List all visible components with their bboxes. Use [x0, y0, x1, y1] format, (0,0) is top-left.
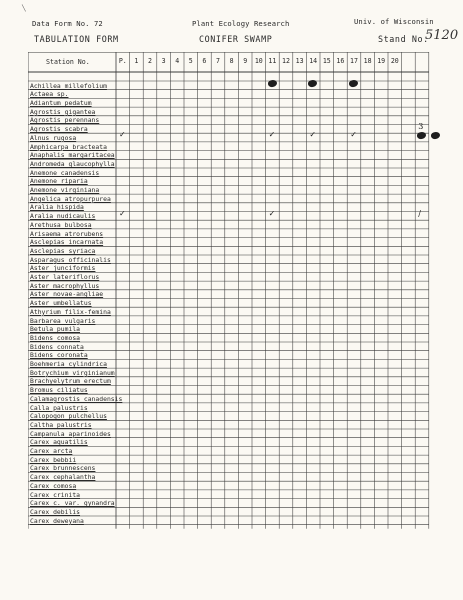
column-header-5: 5: [188, 57, 193, 65]
species-name: Alnus rugosa: [30, 133, 77, 142]
form-number: Data Form No. 72: [32, 19, 103, 28]
column-header-8: 8: [229, 57, 234, 65]
species-name: Carex aquatilis: [30, 438, 88, 447]
column-header-7: 7: [215, 57, 220, 65]
community-title: CONIFER SWAMP: [199, 34, 273, 44]
species-name: Carex crinita: [30, 490, 81, 499]
species-name: Carex bebbii: [30, 455, 77, 464]
species-name: Anaphalis margaritacea: [30, 151, 115, 160]
stand-number: 5120: [425, 28, 459, 43]
station-no-header: Station No.: [46, 58, 90, 66]
corner-tick: ╲: [22, 5, 26, 12]
column-header-3: 3: [161, 57, 166, 65]
species-name: Asclepias incarnata: [30, 238, 104, 247]
species-name: Carex cephalantha: [30, 473, 96, 482]
handwritten-mark: ✓: [268, 130, 276, 140]
species-name: Calamagrostis canadensis: [30, 394, 123, 403]
species-name: Asclepias syriaca: [30, 246, 96, 255]
column-header-9: 9: [243, 57, 248, 65]
handwritten-mark: /: [418, 208, 421, 218]
species-name: Bidens comosa: [30, 333, 81, 342]
species-name: Carex deweyana: [30, 516, 84, 525]
column-header-18: 18: [363, 57, 372, 65]
species-name: Campanula aparinoides: [30, 429, 111, 438]
column-header-12: 12: [282, 57, 290, 65]
species-name: Brachyelytrum erectum: [30, 377, 111, 386]
column-header-20: 20: [390, 57, 399, 65]
species-name: Carex arcta: [30, 447, 73, 455]
species-name: Carex comosa: [30, 481, 77, 490]
species-name: Asparagus officinalis: [30, 255, 111, 264]
species-name: Carex c. var. gynandra: [30, 499, 115, 508]
species-name: Calla palustris: [30, 403, 88, 412]
species-name: Botrychium virginianum: [30, 368, 115, 377]
handwritten-mark: ✓: [309, 130, 317, 140]
stand-label: Stand No.: [378, 34, 429, 44]
column-header-13: 13: [295, 57, 304, 65]
species-name: Aster lateriflorus: [30, 273, 100, 281]
column-header-4: 4: [175, 57, 180, 65]
species-name: Agrostis gigantea: [30, 107, 96, 116]
species-name: Bidens connata: [30, 342, 84, 351]
species-name: Anemone canadensis: [30, 168, 100, 177]
species-name: Anemone virginiana: [30, 186, 100, 194]
species-name: Adiantum pedatum: [30, 99, 92, 107]
species-name: Arisaema atrorubens: [30, 229, 104, 238]
species-name: Calopogon pulchellus: [30, 412, 107, 421]
species-name: Bidens coronata: [30, 351, 88, 360]
column-header-11: 11: [268, 57, 277, 65]
species-name: Actaea sp.: [30, 90, 69, 99]
column-header-17: 17: [350, 57, 358, 65]
handwritten-mark: ✓: [119, 208, 126, 218]
university: Univ. of Wisconsin: [354, 17, 434, 26]
species-name: Anemone riparia: [30, 177, 88, 186]
species-name: Barbarea vulgaris: [30, 316, 96, 325]
handwritten-mark: 3: [418, 121, 424, 131]
species-name: Andromeda glaucophylla: [30, 159, 115, 168]
handwritten-mark: ✓: [119, 130, 126, 140]
species-name: Bromus ciliatus: [30, 386, 88, 395]
species-name: Boehmeria cylindrica: [30, 360, 107, 368]
species-name: Agrostis scabra: [30, 125, 88, 134]
column-header-10: 10: [254, 57, 263, 65]
species-name: Aster macrophyllus: [30, 281, 100, 290]
species-name: Carex brunnescens: [30, 464, 96, 473]
species-name: Aster novae-angliae: [30, 290, 104, 299]
species-name: Betula pumila: [30, 325, 81, 334]
species-name: Agrostis perennans: [30, 116, 100, 125]
species-name: Angelica atropurpurea: [30, 194, 111, 203]
handwritten-mark: ✓: [268, 208, 276, 218]
column-header-p: P.: [118, 57, 127, 65]
species-name: Aster umbellatus: [30, 299, 92, 308]
species-name: Carex debilis: [30, 507, 81, 516]
organization: Plant Ecology Research: [192, 19, 290, 28]
species-name: Athyrium filix-femina: [30, 307, 111, 316]
species-name: Aster junciformis: [30, 264, 96, 273]
column-header-2: 2: [147, 57, 152, 65]
column-header-1: 1: [134, 57, 139, 65]
species-name: Achillea millefolium: [30, 81, 107, 90]
species-name: Caltha palustris: [30, 420, 92, 429]
handwritten-mark: ✓: [350, 130, 357, 140]
column-header-6: 6: [202, 57, 207, 65]
column-header-19: 19: [377, 57, 386, 65]
column-header-14: 14: [309, 57, 318, 65]
species-name: Arethusa bulbosa: [30, 220, 92, 229]
column-header-15: 15: [322, 57, 331, 65]
column-header-16: 16: [336, 57, 345, 65]
species-name: Amphicarpa bracteata: [30, 142, 107, 151]
species-name: Aralia hispida: [30, 203, 84, 212]
form-title: TABULATION FORM: [34, 34, 119, 44]
species-name: Aralia nudicaulis: [30, 212, 96, 221]
